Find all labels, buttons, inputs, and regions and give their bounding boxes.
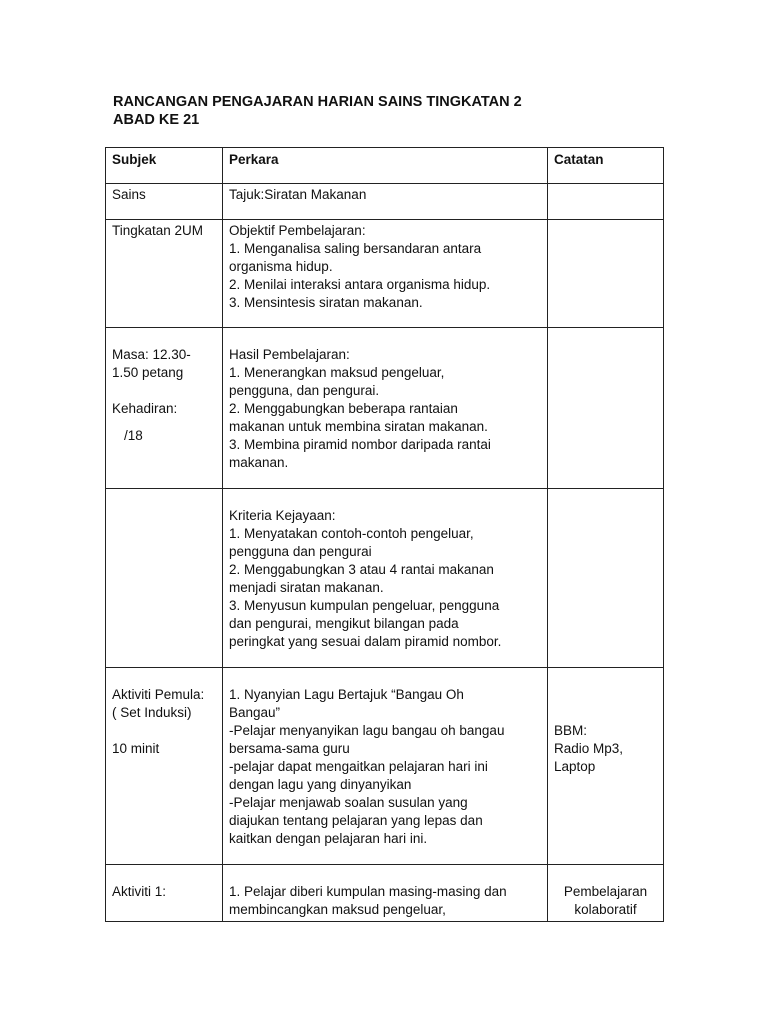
activity-line: bersama-sama guru xyxy=(229,741,350,756)
materials-line: BBM: xyxy=(554,723,588,738)
table-row xyxy=(106,184,664,220)
outcomes-line: Hasil Pembelajaran: xyxy=(229,347,350,362)
header-subjek-label: Subjek xyxy=(112,152,157,167)
title-line-1: RANCANGAN PENGAJARAN HARIAN SAINS TINGKATAN 2 xyxy=(113,94,522,110)
activity-line: diajukan tentang pelajaran yang lepas dan xyxy=(229,813,483,828)
outcomes-line: makanan. xyxy=(229,455,289,470)
header-perkara-label: Perkara xyxy=(229,152,279,167)
table-row xyxy=(106,865,664,922)
outcomes-line: 2. Menggabungkan beberapa rantaian xyxy=(229,401,458,416)
cell-subjek xyxy=(106,489,223,668)
cell-perkara xyxy=(223,184,548,220)
method-line: Pembelajaran xyxy=(563,884,648,899)
cell-subjek xyxy=(106,184,223,220)
cell-perkara xyxy=(223,865,548,922)
document-title xyxy=(113,93,522,129)
outcomes-line: 1. Menerangkan maksud pengeluar, xyxy=(229,365,445,380)
cell-perkara xyxy=(223,489,548,668)
materials-line: Laptop xyxy=(554,759,596,774)
title-line-2: ABAD KE 21 xyxy=(113,112,200,128)
cell-catatan xyxy=(548,328,664,489)
lesson-plan-table xyxy=(105,147,664,922)
duration-text: 10 minit xyxy=(112,741,160,756)
attendance-label: Kehadiran: xyxy=(112,401,178,416)
criteria-line: 3. Menyusun kumpulan pengeluar, pengguna xyxy=(229,598,500,613)
criteria-line: dan pengurai, mengikut bilangan pada xyxy=(229,616,459,631)
criteria-line: peringkat yang sesuai dalam piramid nombor. xyxy=(229,634,502,649)
cell-perkara xyxy=(223,328,548,489)
header-catatan xyxy=(548,148,664,184)
time-line: Masa: 12.30- xyxy=(112,347,191,362)
activity-line: dengan lagu yang dinyanyikan xyxy=(229,777,412,792)
cell-subjek xyxy=(106,865,223,922)
header-perkara xyxy=(223,148,548,184)
criteria-line: 1. Menyatakan contoh-contoh pengeluar, xyxy=(229,526,474,541)
table-row xyxy=(106,328,664,489)
objectives-line: 3. Mensintesis siratan makanan. xyxy=(229,295,423,310)
criteria-line: pengguna dan pengurai xyxy=(229,544,372,559)
cell-subjek xyxy=(106,328,223,489)
activity-label: ( Set Induksi) xyxy=(112,705,192,720)
table-row xyxy=(106,668,664,865)
table-row xyxy=(106,220,664,328)
activity-line: -Pelajar menyanyikan lagu bangau oh bangau xyxy=(229,723,505,738)
activity-label: Aktiviti Pemula: xyxy=(112,687,205,702)
activity-line: -pelajar dapat mengaitkan pelajaran hari ini xyxy=(229,759,488,774)
objectives-line: 2. Menilai interaksi antara organisma hidup. xyxy=(229,277,491,292)
form-text: Tingkatan 2UM xyxy=(112,223,204,238)
objectives-line: 1. Menganalisa saling bersandaran antara xyxy=(229,241,482,256)
cell-subjek xyxy=(106,668,223,865)
outcomes-line: pengguna, dan pengurai. xyxy=(229,383,380,398)
criteria-line: Kriteria Kejayaan: xyxy=(229,508,336,523)
activity-line: kaitkan dengan pelajaran hari ini. xyxy=(229,831,428,846)
activity-line: 1. Nyanyian Lagu Bertajuk “Bangau Oh xyxy=(229,687,464,702)
cell-perkara xyxy=(223,220,548,328)
objectives-line: Objektif Pembelajaran: xyxy=(229,223,366,238)
method-line: kolaboratif xyxy=(574,902,637,917)
time-line: 1.50 petang xyxy=(112,365,184,380)
cell-catatan xyxy=(548,668,664,865)
header-catatan-label: Catatan xyxy=(554,152,604,167)
outcomes-line: makanan untuk membina siratan makanan. xyxy=(229,419,488,434)
criteria-line: 2. Menggabungkan 3 atau 4 rantai makanan xyxy=(229,562,494,577)
table-row xyxy=(106,489,664,668)
criteria-line: menjadi siratan makanan. xyxy=(229,580,384,595)
topic-text: Tajuk:Siratan Makanan xyxy=(229,187,367,202)
activity-line: membincangkan maksud pengeluar, xyxy=(229,902,446,917)
subject-text: Sains xyxy=(112,187,146,202)
table-header-row xyxy=(106,148,664,184)
cell-catatan xyxy=(548,220,664,328)
activity-line: Bangau” xyxy=(229,705,281,720)
attendance-value: /18 xyxy=(124,428,143,443)
cell-catatan xyxy=(548,489,664,668)
cell-catatan xyxy=(548,865,664,922)
activity-line: 1. Pelajar diberi kumpulan masing-masing dan xyxy=(229,884,507,899)
objectives-line: organisma hidup. xyxy=(229,259,333,274)
header-subjek xyxy=(106,148,223,184)
cell-perkara xyxy=(223,668,548,865)
outcomes-line: 3. Membina piramid nombor daripada rantai xyxy=(229,437,491,452)
activity-label: Aktiviti 1: xyxy=(112,884,167,899)
cell-catatan xyxy=(548,184,664,220)
cell-subjek xyxy=(106,220,223,328)
activity-line: -Pelajar menjawab soalan susulan yang xyxy=(229,795,468,810)
materials-line: Radio Mp3, xyxy=(554,741,624,756)
